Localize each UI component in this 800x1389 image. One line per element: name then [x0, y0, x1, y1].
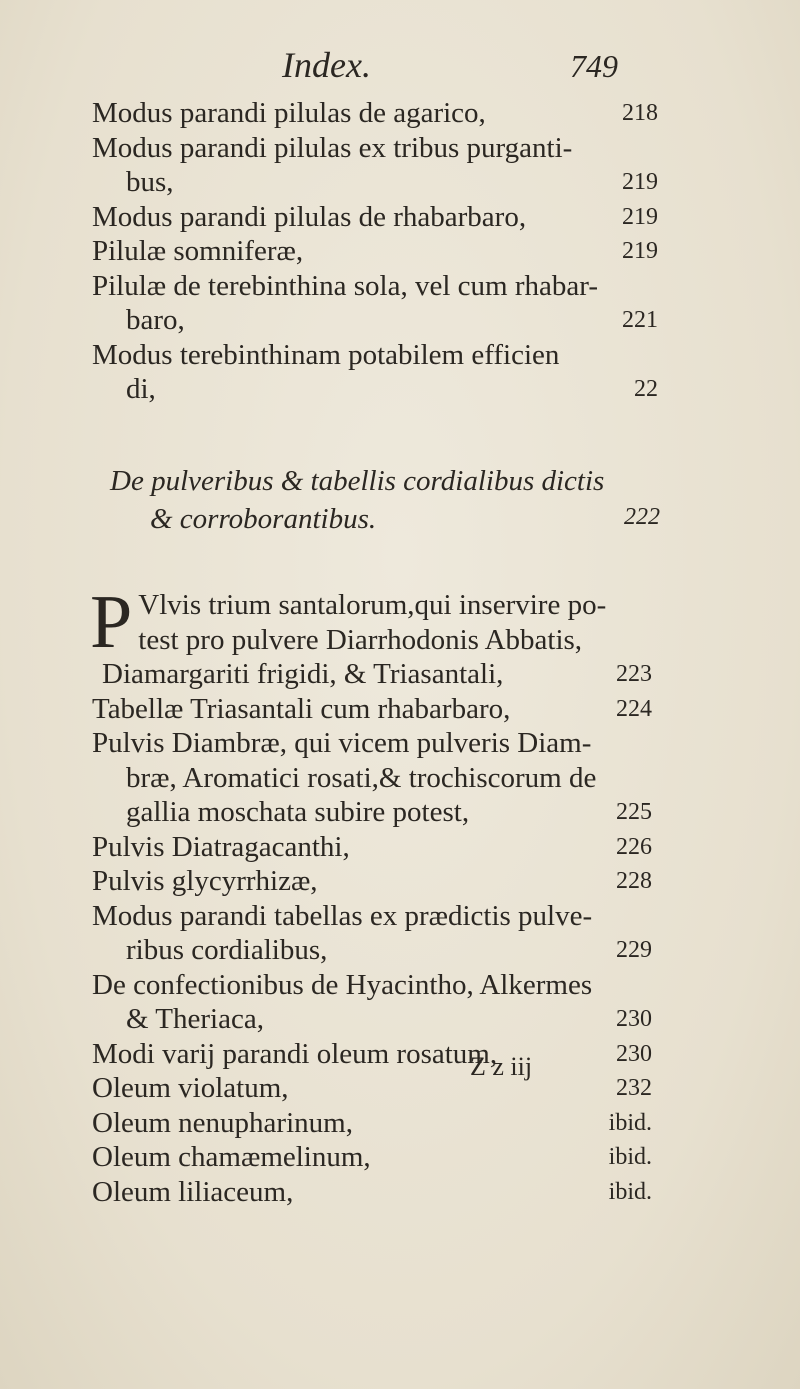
index-entry	[92, 234, 658, 269]
entry-text-cont: ribus cordialibus,	[126, 934, 328, 966]
entry-text: Modus parandi tabellas ex prædictis pulve-	[92, 899, 593, 932]
entry-text-cont: Diamargariti frigidi, & Triasantali,	[102, 658, 504, 690]
entry-page: 230	[616, 1006, 652, 1032]
index-entry	[92, 726, 652, 830]
entry-page: 219	[622, 169, 658, 195]
page-header	[0, 44, 800, 94]
entry-page: 232	[616, 1075, 652, 1101]
index-entry	[92, 338, 658, 407]
entry-page: 221	[622, 307, 658, 333]
entry-page: 219	[622, 238, 658, 264]
entry-text: Oleum violatum,	[92, 1072, 289, 1104]
entry-page: 22	[634, 376, 658, 402]
index-entry	[92, 830, 652, 865]
entry-text: Pulvis Diatragacanthi,	[92, 830, 350, 863]
index-entry	[92, 1140, 652, 1175]
index-entry	[92, 692, 652, 727]
index-list-bottom	[90, 580, 652, 1209]
index-entry	[92, 200, 658, 235]
entry-page: 228	[616, 868, 652, 894]
section-heading-line2: & corroborantibus.	[150, 503, 377, 535]
entry-page: 230	[616, 1040, 652, 1067]
index-entry	[92, 269, 658, 338]
index-list-top	[92, 96, 658, 407]
index-entry	[92, 131, 658, 200]
entry-page: 225	[616, 799, 652, 825]
entry-page: 218	[622, 100, 658, 126]
entry-page: 223	[616, 661, 652, 687]
index-entry	[92, 1175, 652, 1210]
index-entry	[92, 1037, 652, 1072]
entry-page: 226	[616, 833, 652, 860]
index-entry	[92, 1106, 652, 1141]
section-page: 222	[624, 504, 660, 530]
index-entry	[92, 864, 652, 899]
entry-text: Pilulæ somniferæ,	[92, 235, 304, 267]
entry-text: Modus parandi pilulas de agarico,	[92, 97, 486, 129]
entry-text: Modus parandi pilulas ex tribus purganti-	[92, 131, 573, 164]
entry-text: Oleum liliaceum,	[92, 1175, 294, 1208]
section-heading	[110, 462, 660, 538]
entry-text: Modus terebinthinam potabilem efficien	[92, 338, 560, 371]
entry-text: Oleum chamæmelinum,	[92, 1141, 371, 1173]
entry-text-cont: test pro pulvere Diarrhodonis Abbatis,	[138, 623, 583, 656]
drop-cap: P	[90, 580, 133, 664]
entry-text: Oleum nenupharinum,	[92, 1106, 353, 1139]
entry-page: ibid.	[608, 1109, 652, 1136]
entry-text-cont: di,	[126, 373, 156, 405]
running-title: Index.	[282, 45, 371, 85]
entry-text: Modi varij parandi oleum rosatum,	[92, 1037, 498, 1070]
entry-text-cont: gallia moschata subire potest,	[126, 796, 470, 828]
entry-text-cont: baro,	[126, 304, 185, 336]
signature-mark: Z z iij	[470, 1052, 533, 1081]
index-entry	[92, 899, 652, 968]
page-number: 749	[570, 48, 618, 84]
entry-text: Tabellæ Triasantali cum rhabarbaro,	[92, 692, 511, 725]
index-entry-first	[90, 580, 652, 692]
index-entry	[92, 96, 658, 131]
index-entry	[92, 968, 652, 1037]
section-heading-line1: De pulveribus & tabellis cordialibus dictis	[110, 465, 605, 497]
entry-page: ibid.	[608, 1178, 652, 1205]
index-entry	[92, 1071, 652, 1106]
entry-page: 224	[616, 695, 652, 722]
entry-text-cont: bræ, Aromatici rosati,& trochiscorum de	[126, 761, 597, 794]
entry-page: ibid.	[608, 1144, 652, 1170]
entry-text-cont: & Theriaca,	[126, 1003, 264, 1035]
entry-text: Vlvis trium santalorum,qui inservire po-	[138, 589, 607, 621]
entry-text: Modus parandi pilulas de rhabarbaro,	[92, 200, 527, 233]
entry-text-cont: bus,	[126, 166, 174, 198]
entry-text: Pulvis glycyrrhizæ,	[92, 865, 318, 897]
entry-text: De confectionibus de Hyacintho, Alkermes	[92, 968, 593, 1001]
entry-page: 219	[622, 203, 658, 230]
entry-page: 229	[616, 937, 652, 963]
entry-text: Pulvis Diambræ, qui vicem pulveris Diam-	[92, 727, 592, 759]
entry-text: Pilulæ de terebinthina sola, vel cum rhabar-	[92, 269, 598, 302]
